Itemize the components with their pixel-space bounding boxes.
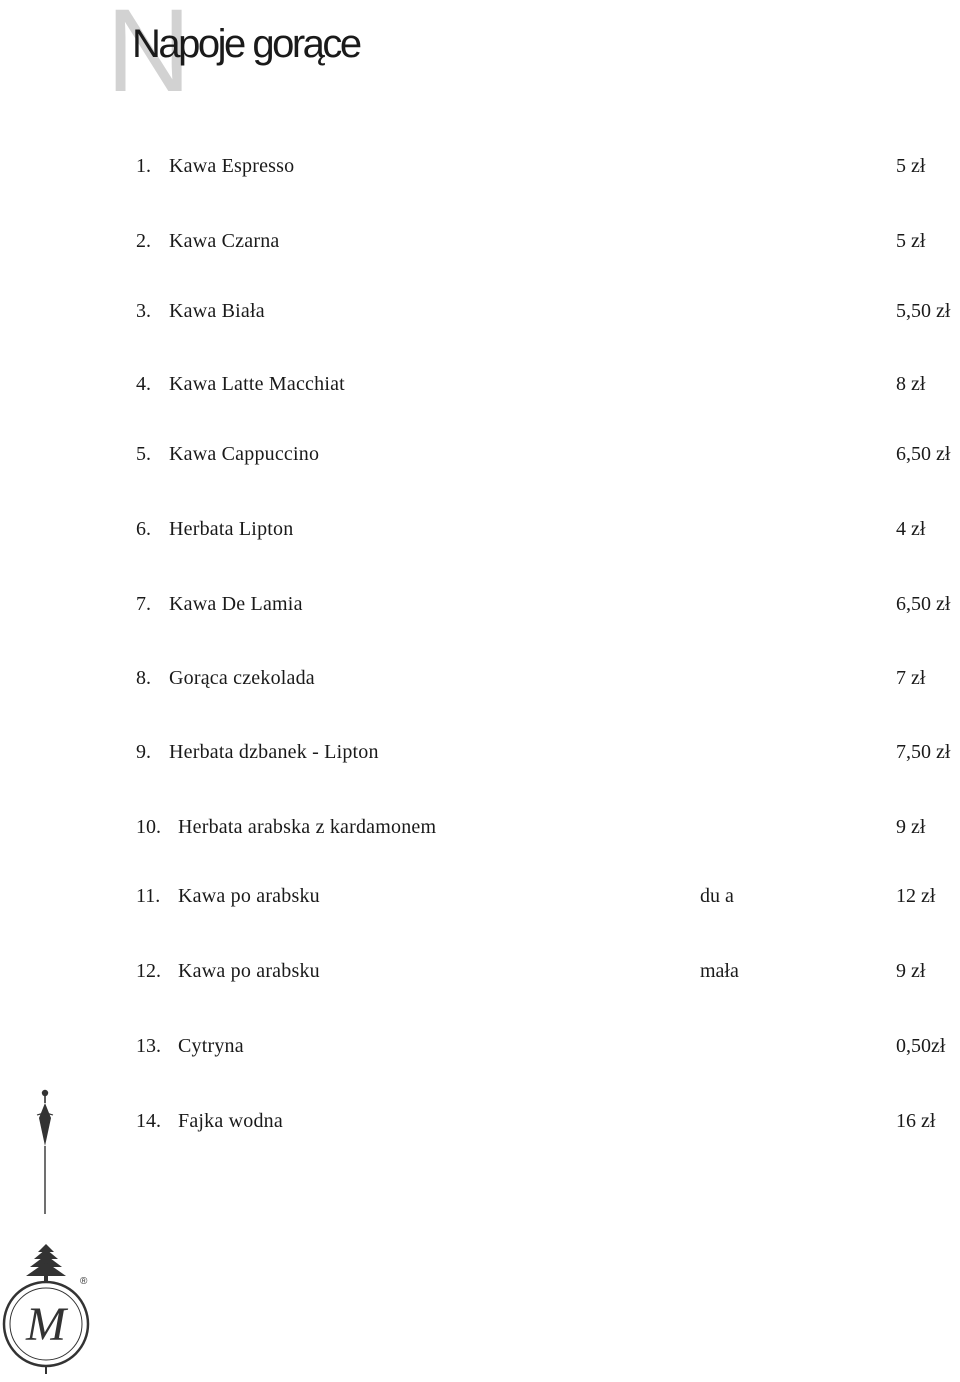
item-name: Fajka wodna (178, 1110, 283, 1132)
item-number: 10. (136, 816, 161, 838)
item-name: Kawa Cappuccino (169, 443, 320, 465)
item-price: 5 zł (896, 155, 926, 177)
item-number: 8. (136, 667, 151, 689)
item-name: Kawa Czarna (169, 230, 280, 252)
item-price: 16 zł (896, 1110, 936, 1132)
item-name: Kawa po arabsku (178, 885, 320, 907)
item-price: 9 zł (896, 960, 926, 982)
item-name: Kawa Espresso (169, 155, 295, 177)
item-price: 6,50 zł (896, 443, 951, 465)
item-name: Cytryna (178, 1035, 244, 1057)
item-name: Herbata arabska z kardamonem (178, 816, 437, 838)
item-price: 8 zł (896, 373, 926, 395)
item-name: Herbata dzbanek - Lipton (169, 741, 379, 763)
item-number: 5. (136, 443, 151, 465)
restaurant-logo (0, 1240, 95, 1377)
item-price: 12 zł (896, 885, 936, 907)
item-price: 7 zł (896, 667, 926, 689)
item-name: Kawa Biała (169, 300, 265, 322)
item-number: 6. (136, 518, 151, 540)
item-number: 4. (136, 373, 151, 395)
item-price: 5 zł (896, 230, 926, 252)
item-name: Kawa po arabsku (178, 960, 320, 982)
menu-item (0, 151, 960, 181)
item-number: 2. (136, 230, 151, 252)
registered-mark: ® (80, 1276, 88, 1287)
item-name: Kawa Latte Macchiat (169, 373, 345, 395)
menu-item (0, 589, 960, 619)
item-number: 14. (136, 1110, 161, 1132)
item-name: Kawa De Lamia (169, 593, 303, 615)
item-price: 6,50 zł (896, 593, 951, 615)
menu-item (0, 1106, 960, 1136)
menu-item (0, 956, 960, 986)
menu-item (0, 514, 960, 544)
item-price: 0,50zł (896, 1035, 946, 1057)
item-size: du a (700, 885, 734, 907)
menu-item (0, 296, 960, 326)
title-drop-letter: N (106, 0, 192, 117)
item-name: Gorąca czekolada (169, 667, 315, 689)
menu-item (0, 737, 960, 767)
finial-ornament-icon (30, 1088, 60, 1214)
item-number: 11. (136, 885, 161, 907)
item-price: 9 zł (896, 816, 926, 838)
menu-item (0, 663, 960, 693)
menu-item (0, 1031, 960, 1061)
menu-item (0, 812, 960, 842)
item-number: 7. (136, 593, 151, 615)
item-name: Herbata Lipton (169, 518, 294, 540)
menu-item (0, 881, 960, 911)
item-number: 13. (136, 1035, 161, 1057)
item-number: 12. (136, 960, 161, 982)
cedar-monogram-icon (0, 1240, 95, 1377)
menu-item (0, 369, 960, 399)
item-price: 4 zł (896, 518, 926, 540)
item-price: 7,50 zł (896, 741, 951, 763)
menu-item (0, 226, 960, 256)
title-text: Napoje gorące (132, 22, 360, 66)
item-size: mała (700, 960, 739, 982)
item-price: 5,50 zł (896, 300, 951, 322)
logo-monogram: M (26, 1298, 66, 1351)
item-number: 1. (136, 155, 151, 177)
item-number: 3. (136, 300, 151, 322)
item-number: 9. (136, 741, 151, 763)
menu-item (0, 439, 960, 469)
